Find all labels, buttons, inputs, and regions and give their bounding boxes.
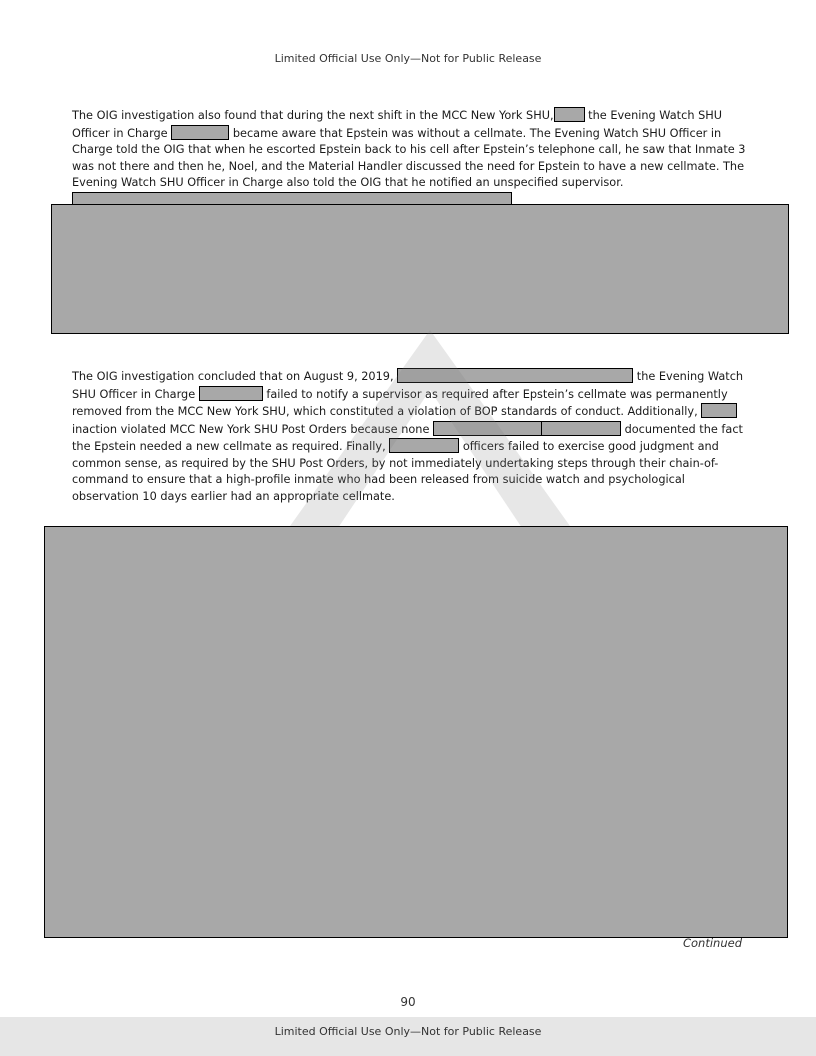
redaction-box [433, 421, 553, 436]
paragraph-conclusion [72, 368, 752, 505]
page-number: 90 [400, 995, 416, 1009]
continued-label: Continued [682, 936, 742, 950]
text-run: the Evening Watch SHU Officer in Charge [72, 109, 723, 140]
text-run: documented the fact the Epstein needed a new cellmate as required. Finally, [72, 422, 743, 454]
redaction-box [554, 107, 585, 122]
redaction-block [44, 526, 788, 938]
text-run: failed to notify a supervisor as required after Epstein’s cellmate was permanently removed from the MCC New York SHU, which constituted a violation of BOP standards of conduct. Additionally, [72, 387, 728, 419]
text-run: officers failed to exercise good judgment and common sense, as required by the SHU Post Orders, by not immediately undertaking steps through their chain-of-command to ensure that a high-profile inmate who had been released from suicide watch and psychological observation 10 days earlier had an appropriate cellmate. [72, 440, 719, 503]
redaction-box [199, 386, 263, 401]
redaction-box [389, 438, 459, 453]
page-header: Limited Official Use Only—Not for Public Release [274, 52, 542, 65]
redaction-block [51, 204, 789, 334]
paragraph-shu-shift [72, 107, 752, 209]
redaction-box [701, 403, 737, 418]
text-run: inaction violated MCC New York SHU Post Orders because none [72, 422, 433, 436]
text-run: The OIG investigation also found that during the next shift in the MCC New York SHU, [72, 109, 554, 123]
text-run: The OIG investigation concluded that on August 9, 2019, [72, 370, 398, 384]
redaction-box [171, 125, 229, 140]
redaction-box [397, 368, 633, 383]
page-footer: Limited Official Use Only—Not for Public Release [274, 1025, 542, 1038]
text-run: became aware that Epstein was without a cellmate. The Evening Watch SHU Officer in Charge told the OIG that when he escorted Epstein back to his cell after Epstein’s telephone call, he saw that Inmate 3 was not there and then he, Noel, and the Material Handler discussed the need for Epstein to have a new cellmate. The Evening Watch SHU Officer in Charge also told the OIG that he notified an unspecified supervisor. [72, 126, 746, 190]
text-run: the Evening Watch SHU Officer in Charge [72, 370, 744, 401]
redaction-box [541, 421, 621, 436]
